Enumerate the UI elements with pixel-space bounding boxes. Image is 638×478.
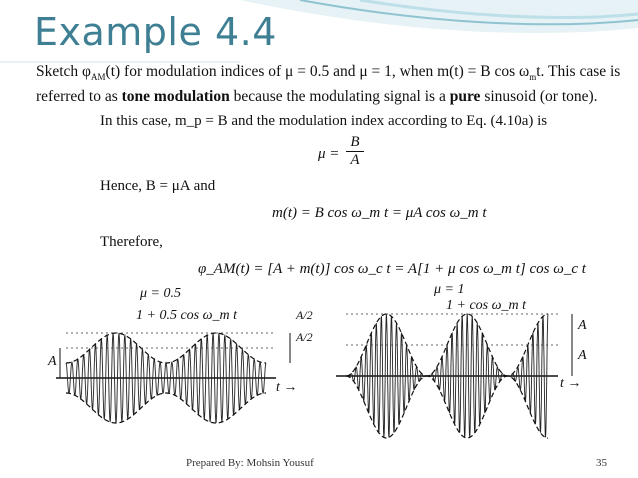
phi-am-equation: φ_AM(t) = [A + m(t)] cos ω_c t = A[1 + μ cos ω_m t] cos ω_c t: [198, 261, 586, 277]
right-t-label: t →: [560, 376, 582, 391]
page-number: 35: [596, 457, 607, 469]
mt-equation: m(t) = B cos ω_m t = μA cos ω_m t: [272, 205, 487, 221]
footer-author: Prepared By: Mohsin Yousuf: [186, 457, 314, 469]
right-a-bottom: A: [578, 348, 587, 363]
mu-numerator: B: [346, 134, 364, 152]
intro-bold-tone-modulation: tone modulation: [121, 88, 230, 106]
slide-title: Example 4.4: [34, 10, 277, 54]
case-line: In this case, m_p = B and the modulation index according to Eq. (4.10a) is: [100, 113, 548, 129]
lower-envelope: [346, 376, 548, 438]
intro-text-3: t. This case is referred to as: [36, 63, 621, 106]
intro-text-4: because the modulating signal is a: [229, 88, 450, 106]
left-a-label: A: [48, 354, 57, 369]
intro-text-1: Sketch φ: [36, 63, 92, 80]
left-t-label: t →: [276, 380, 298, 395]
intro-sub-m: m: [529, 72, 537, 83]
left-a-half-top: A/2: [296, 308, 313, 322]
intro-text-5: sinusoid (or tone).: [480, 88, 598, 106]
intro-sub-am: AM: [91, 72, 106, 83]
right-mu-label: μ = 1: [434, 282, 465, 297]
right-envelope-label: 1 + cos ω_m t: [446, 298, 526, 313]
am-waveform-mu-0-5: [44, 282, 326, 442]
intro-text-2: (t) for modulation indices of μ = 0.5 and μ = 1, when m(t) = B cos ω: [105, 63, 530, 80]
lower-envelope: [66, 393, 266, 423]
mu-denominator: A: [350, 152, 360, 168]
mu-fraction: [346, 134, 364, 169]
right-a-top: A: [578, 318, 587, 333]
problem-statement: [36, 62, 626, 106]
intro-bold-pure: pure: [449, 88, 481, 106]
left-mu-label: μ = 0.5: [140, 286, 181, 301]
therefore-line: Therefore,: [100, 234, 163, 250]
hence-line: Hence, B = μA and: [100, 178, 216, 194]
figure-mu-0-5: [44, 282, 326, 442]
left-envelope-label: 1 + 0.5 cos ω_m t: [136, 308, 237, 323]
mu-equation-lhs: μ =: [318, 146, 340, 162]
figure-mu-1: [330, 276, 594, 444]
left-a-half-bottom: A/2: [296, 330, 313, 344]
